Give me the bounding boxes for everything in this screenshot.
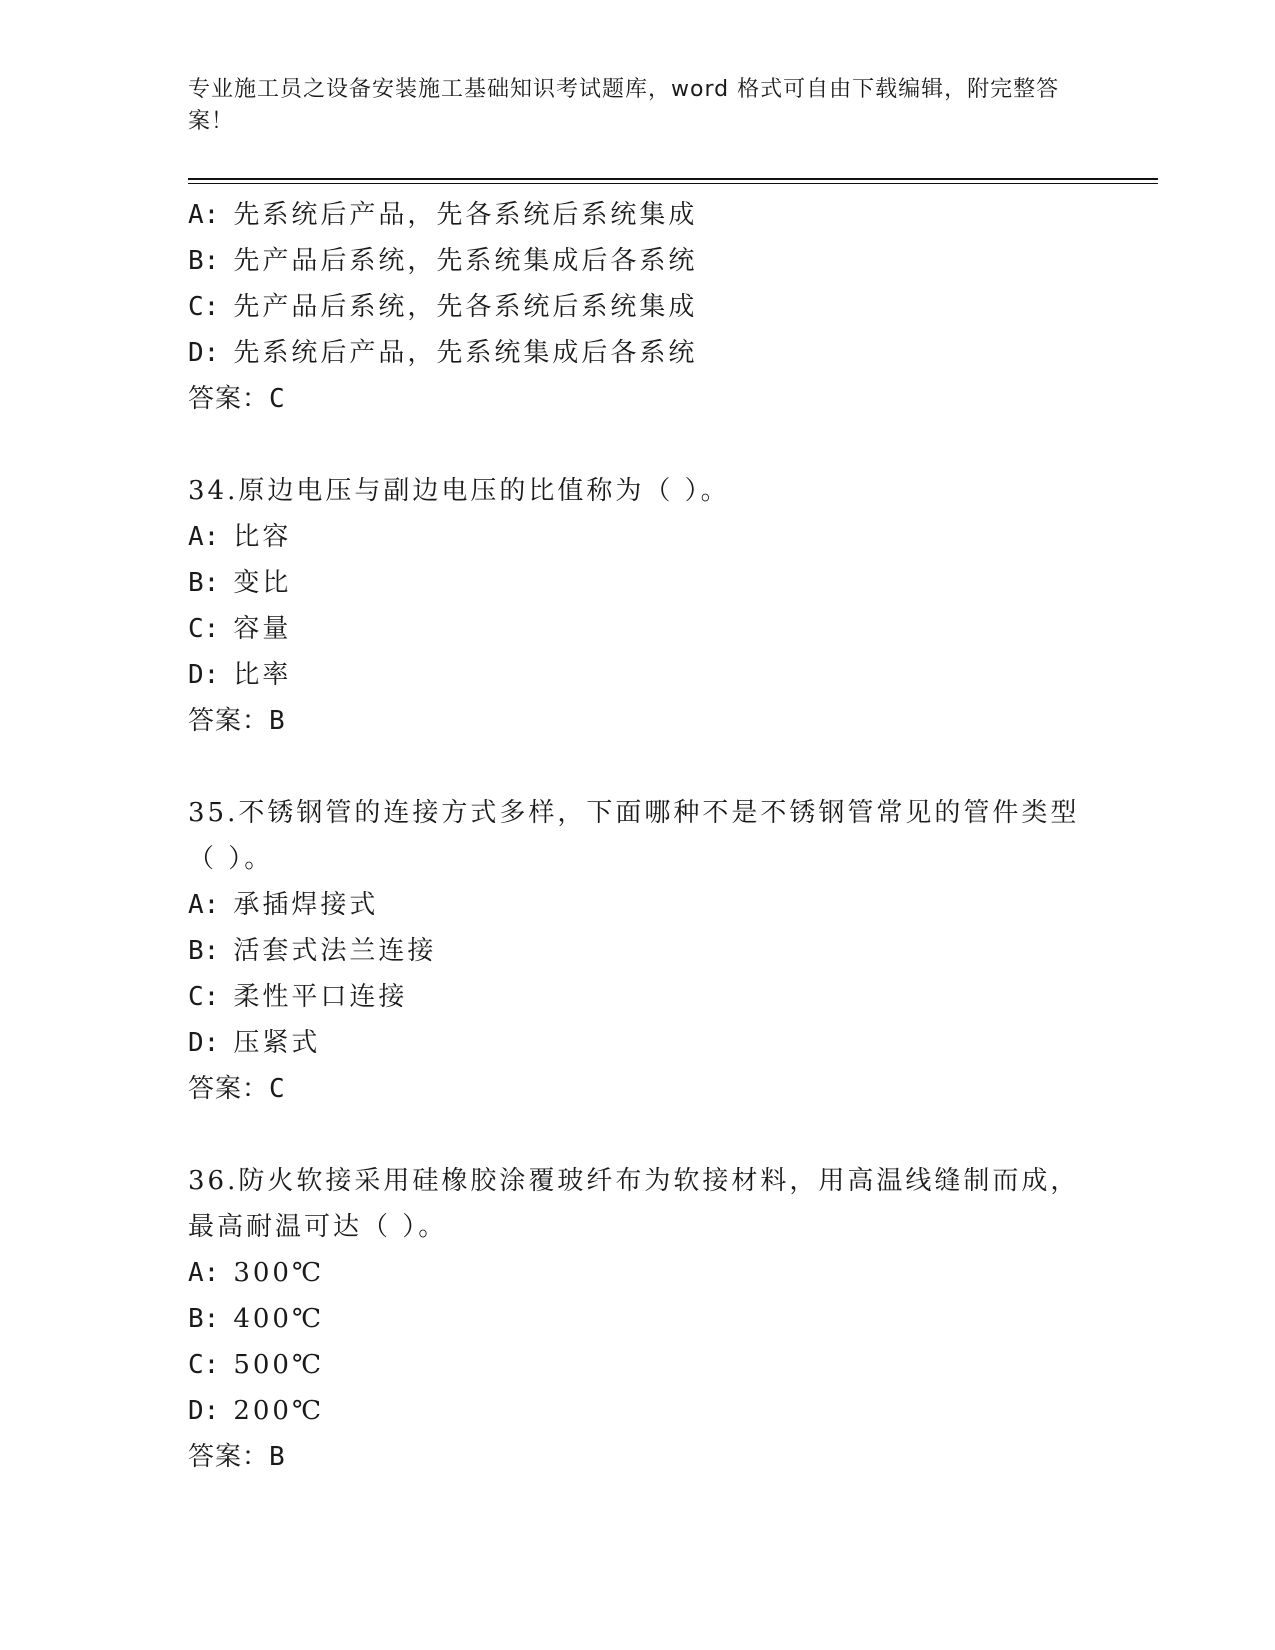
option-c: C: 容量 (188, 614, 292, 644)
question-36-block (188, 1158, 1108, 1480)
question-35-block (188, 790, 1108, 1112)
answer-line: 答案：B (188, 1442, 286, 1472)
option-d: D: 200℃ (188, 1396, 325, 1426)
answer-line: 答案：C (188, 384, 286, 414)
question-text: 34.原边电压与副边电压的比值称为（ ）。 (188, 476, 730, 506)
question-34-block (188, 468, 1108, 744)
document-header: 专业施工员之设备安装施工基础知识考试题库，word 格式可自由下载编辑，附完整答案！ (188, 77, 1060, 134)
header-rule-thin (188, 183, 1158, 184)
question-text-line-1: 36.防火软接采用硅橡胶涂覆玻纤布为软接材料，用高温线缝制而成， (188, 1166, 1080, 1196)
option-b: B: 400℃ (188, 1304, 325, 1334)
option-c: C: 500℃ (188, 1350, 325, 1380)
question-content (188, 192, 1108, 1480)
option-b: B: 先产品后系统，先系统集成后各系统 (188, 246, 698, 276)
option-c: C: 柔性平口连接 (188, 982, 408, 1012)
option-c: C: 先产品后系统，先各系统后系统集成 (188, 292, 698, 322)
answer-line: 答案：B (188, 706, 286, 736)
question-text-line-1: 35.不锈钢管的连接方式多样，下面哪种不是不锈钢管常见的管件类型 (188, 798, 1080, 828)
option-a: A: 先系统后产品，先各系统后系统集成 (188, 200, 698, 230)
question-33-block (188, 192, 1108, 422)
option-b: B: 活套式法兰连接 (188, 936, 437, 966)
question-text-line-2: （ ）。 (188, 844, 274, 874)
option-d: D: 比率 (188, 660, 292, 690)
option-a: A: 比容 (188, 522, 292, 552)
option-d: D: 先系统后产品，先系统集成后各系统 (188, 338, 698, 368)
option-a: A: 承插焊接式 (188, 890, 379, 920)
header-rule-thick (188, 178, 1158, 180)
answer-line: 答案：C (188, 1074, 286, 1104)
option-a: A: 300℃ (188, 1258, 325, 1288)
option-d: D: 压紧式 (188, 1028, 321, 1058)
option-b: B: 变比 (188, 568, 292, 598)
question-text-line-2: 最高耐温可达（ ）。 (188, 1212, 448, 1242)
